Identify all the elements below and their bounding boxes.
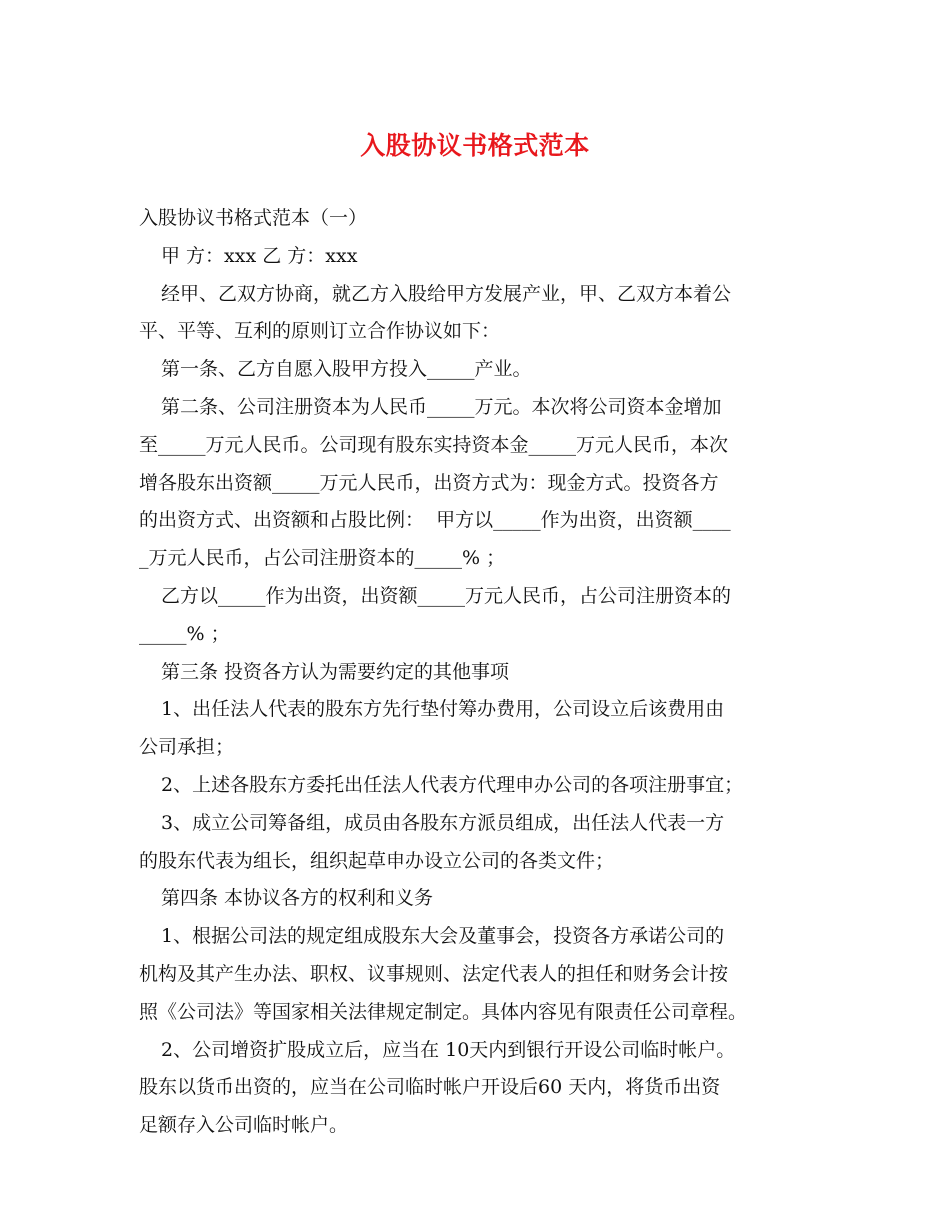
- document-title: 入股协议书格式范本: [360, 131, 590, 160]
- paragraph-line: 照《公司法》等国家相关法律规定制定。具体内容见有限责任公司章程。: [139, 1000, 748, 1023]
- paragraph-line: 股东以货币出资的，应当在公司临时帐户开设后60 天内，将货币出资: [139, 1076, 721, 1099]
- paragraph-line: _万元人民币，占公司注册资本的_____% ；: [139, 547, 506, 570]
- paragraph-line: 1、根据公司法的规定组成股东大会及董事会，投资各方承诺公司的: [161, 925, 725, 948]
- document-body: [139, 200, 819, 1145]
- paragraph-line: 平、平等、互利的原则订立合作协议如下：: [139, 320, 501, 343]
- paragraph-line: 的股东代表为组长，组织起草申办设立公司的各类文件；: [139, 849, 615, 872]
- paragraph-line: 入股协议书格式范本（一）: [139, 207, 368, 229]
- paragraph-line: 第四条 本协议各方的权利和义务: [161, 887, 434, 910]
- paragraph-line: 公司承担；: [139, 736, 235, 759]
- paragraph-line: _____% ；: [139, 622, 230, 645]
- paragraph-line: 增各股东出资额_____万元人民币，出资方式为：现金方式。投资各方: [139, 471, 719, 494]
- paragraph-line: 足额存入公司临时帐户。: [139, 1114, 349, 1137]
- paragraph-line: 经甲、乙双方协商，就乙方入股给甲方发展产业，甲、乙双方本着公: [161, 282, 732, 305]
- paragraph-line: 机构及其产生办法、职权、议事规则、法定代表人的担任和财务会计按: [139, 962, 729, 985]
- paragraph-line: 2、公司增资扩股成立后，应当在 10天内到银行开设公司临时帐户。: [161, 1038, 736, 1061]
- paragraph-line: 第二条、公司注册资本为人民币_____万元。本次将公司资本金增加: [161, 395, 722, 418]
- paragraph-line: 1、出任法人代表的股东方先行垫付筹办费用，公司设立后该费用由: [161, 698, 725, 721]
- paragraph-line: 的出资方式、出资额和占股比例： 甲方以_____作为出资，出资额____: [139, 509, 731, 532]
- paragraph-line: 甲 方：xxx 乙 方：xxx: [161, 244, 358, 267]
- paragraph-line: 乙方以_____作为出资，出资额_____万元人民币，占公司注册资本的: [161, 584, 732, 607]
- paragraph-line: 第一条、乙方自愿入股甲方投入_____产业。: [161, 358, 532, 381]
- paragraph-line: 第三条 投资各方认为需要约定的其他事项: [161, 660, 510, 683]
- paragraph-line: 3、成立公司筹备组，成员由各股东方派员组成，出任法人代表一方: [161, 811, 725, 834]
- paragraph-line: 2、上述各股东方委托出任法人代表方代理申办公司的各项注册事宜；: [161, 773, 744, 796]
- paragraph-line: 至_____万元人民币。公司现有股东实持资本金_____万元人民币，本次: [139, 433, 729, 456]
